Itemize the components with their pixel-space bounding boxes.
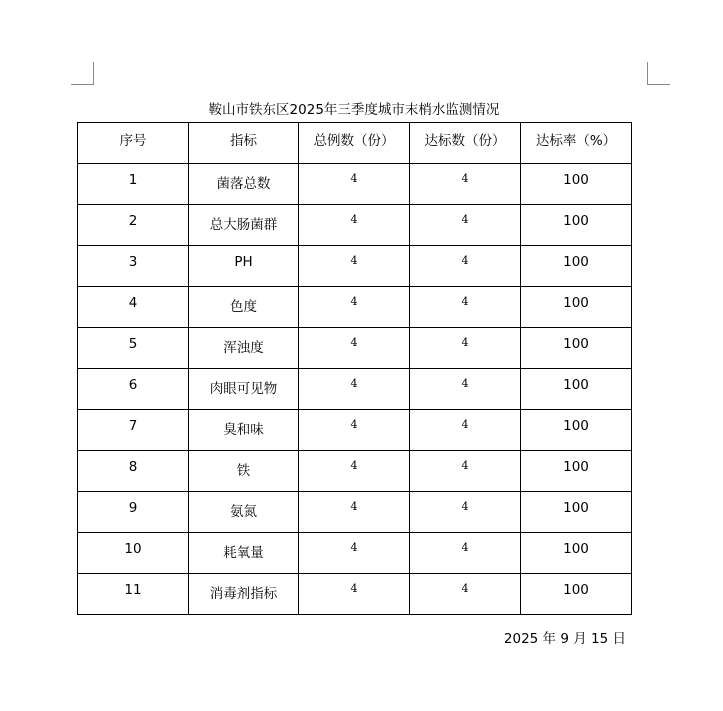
cell-total: 4: [299, 492, 410, 533]
cell-total: 4: [299, 287, 410, 328]
cell-total: 4: [299, 574, 410, 615]
cell-rate: 100: [521, 410, 632, 451]
table-row: [78, 410, 632, 451]
cell-qualified: 4: [410, 287, 521, 328]
cell-rate: 100: [521, 164, 632, 205]
cell-rate: 100: [521, 492, 632, 533]
table-row: [78, 287, 632, 328]
cell-indicator: 肉眼可见物: [189, 369, 299, 410]
cell-total: 4: [299, 451, 410, 492]
cell-rate: 100: [521, 328, 632, 369]
table-row: [78, 533, 632, 574]
cell-qualified: 4: [410, 205, 521, 246]
cell-qualified: 4: [410, 574, 521, 615]
table-row: [78, 451, 632, 492]
header-total-samples: 总例数（份）: [299, 123, 410, 164]
table-row: [78, 492, 632, 533]
cell-qualified: 4: [410, 164, 521, 205]
cell-serial: 3: [78, 246, 189, 287]
cell-indicator: 耗氧量: [189, 533, 299, 574]
cell-serial: 5: [78, 328, 189, 369]
cell-qualified: 4: [410, 492, 521, 533]
header-serial-number: 序号: [78, 123, 189, 164]
cell-qualified: 4: [410, 246, 521, 287]
header-indicator: 指标: [189, 123, 299, 164]
cell-rate: 100: [521, 287, 632, 328]
cell-serial: 2: [78, 205, 189, 246]
table-row: [78, 369, 632, 410]
cell-rate: 100: [521, 451, 632, 492]
table-row: [78, 574, 632, 615]
page-corner-mark-top-left: [71, 62, 94, 85]
header-qualified-samples: 达标数（份）: [410, 123, 521, 164]
cell-total: 4: [299, 164, 410, 205]
report-date: 2025 年 9 月 15 日: [503, 631, 626, 647]
cell-qualified: 4: [410, 328, 521, 369]
cell-qualified: 4: [410, 451, 521, 492]
cell-serial: 4: [78, 287, 189, 328]
cell-rate: 100: [521, 533, 632, 574]
cell-indicator: 臭和味: [189, 410, 299, 451]
cell-indicator: 消毒剂指标: [189, 574, 299, 615]
cell-indicator: 色度: [189, 287, 299, 328]
cell-serial: 1: [78, 164, 189, 205]
table-row: [78, 164, 632, 205]
table-header-row: [78, 123, 632, 164]
cell-indicator: 浑浊度: [189, 328, 299, 369]
cell-serial: 10: [78, 533, 189, 574]
page-corner-mark-top-right: [647, 62, 670, 85]
cell-total: 4: [299, 410, 410, 451]
cell-serial: 11: [78, 574, 189, 615]
cell-total: 4: [299, 533, 410, 574]
cell-qualified: 4: [410, 533, 521, 574]
cell-indicator: 铁: [189, 451, 299, 492]
cell-qualified: 4: [410, 369, 521, 410]
cell-serial: 7: [78, 410, 189, 451]
cell-serial: 6: [78, 369, 189, 410]
cell-total: 4: [299, 328, 410, 369]
cell-rate: 100: [521, 574, 632, 615]
document-title: 鞍山市铁东区2025年三季度城市末梢水监测情况: [208, 102, 500, 118]
cell-indicator: PH: [189, 246, 299, 287]
table-row: [78, 246, 632, 287]
table-row: [78, 205, 632, 246]
cell-rate: 100: [521, 205, 632, 246]
table-row: [78, 328, 632, 369]
cell-total: 4: [299, 369, 410, 410]
cell-qualified: 4: [410, 410, 521, 451]
cell-indicator: 氨氮: [189, 492, 299, 533]
cell-rate: 100: [521, 369, 632, 410]
cell-indicator: 菌落总数: [189, 164, 299, 205]
cell-total: 4: [299, 246, 410, 287]
cell-rate: 100: [521, 246, 632, 287]
header-qualified-rate: 达标率（%）: [521, 123, 632, 164]
cell-total: 4: [299, 205, 410, 246]
monitoring-table: [77, 122, 632, 615]
cell-serial: 8: [78, 451, 189, 492]
cell-indicator: 总大肠菌群: [189, 205, 299, 246]
cell-serial: 9: [78, 492, 189, 533]
